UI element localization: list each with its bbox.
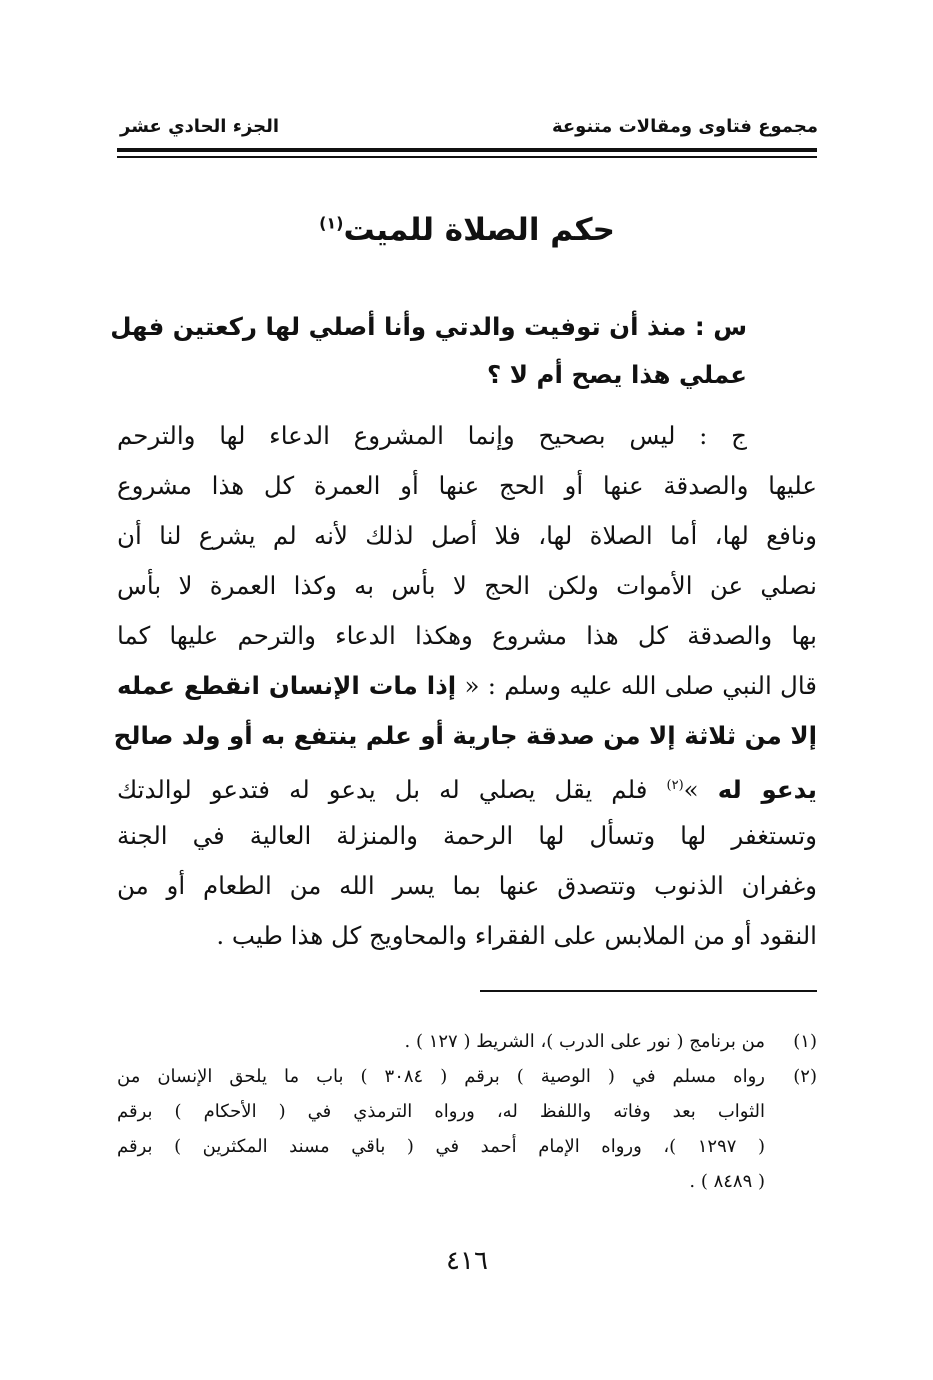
- question-line-1: س : منذ أن توفيت والدتي وأنا أصلي لها ركعتين فهل: [110, 312, 747, 341]
- answer-line-2: عليها والصدقة عنها أو الحج عنها أو العمرة كل هذا مشروع: [117, 471, 817, 500]
- hadith-text-3: يدعو له: [717, 775, 817, 805]
- footnote-2-text-3: ( ١٢٩٧ )، ورواه الإمام أحمد في ( باقي مسند المكثرين ) برقم: [117, 1136, 765, 1157]
- footnote-2-line-2: [117, 1094, 817, 1129]
- header-rule-thick: [117, 148, 817, 152]
- footnote-1: [117, 1024, 817, 1059]
- page-number: ٤١٦: [446, 1246, 488, 1276]
- answer-line-10: وغفران الذنوب وتتصدق عنها بما يسر الله من الطعام أو من: [117, 871, 817, 900]
- answer-line-6: [117, 661, 817, 711]
- answer-line-3: ونافع لها، أما الصلاة لها، فلا أصل لذلك لأنه لم يشرع لنا أن: [117, 521, 817, 550]
- hadith-intro: قال النبي صلى الله عليه وسلم : «: [456, 671, 818, 700]
- header-rule-thin: [117, 156, 817, 158]
- answer-line-4: نصلي عن الأموات ولكن الحج لا بأس به وكذا العمرة لا بأس: [117, 571, 817, 600]
- footnote-2-line-3: [117, 1129, 817, 1164]
- hadith-text-1: إذا مات الإنسان انقطع عمله: [117, 671, 457, 700]
- running-header-book-title: مجموع فتاوى ومقالات متنوعة: [551, 116, 818, 137]
- answer-line-8: [117, 761, 817, 811]
- answer-line-11: النقود أو من الملابس على الفقراء والمحاويج كل هذا طيب .: [216, 921, 817, 950]
- running-header-volume: الجزء الحادي عشر: [120, 116, 280, 137]
- footnote-2-text-2: الثواب بعد وفاته واللفظ له، ورواه الترمذي في ( الأحكام ) برقم: [117, 1101, 765, 1122]
- footnote-1-text: من برنامج ( نور على الدرب )، الشريط ( ١٢٧ ) .: [404, 1031, 765, 1052]
- fatwa-title: [117, 212, 817, 248]
- footnote-ref-2: (٢): [666, 778, 684, 793]
- footnote-separator: [480, 990, 817, 992]
- footnote-2-number: (٢): [793, 1066, 817, 1087]
- hadith-text-2: إلا من ثلاثة إلا من صدقة جارية أو علم ينتفع به أو ولد صالح: [113, 721, 817, 750]
- footnote-ref-1: (١): [319, 213, 344, 233]
- question-line-2: عملي هذا يصح أم لا ؟: [487, 360, 747, 389]
- footnote-2-line-1: [117, 1059, 817, 1094]
- answer-line-1: ج : ليس بصحيح وإنما المشروع الدعاء لها والترحم: [117, 421, 747, 450]
- answer-line-9: وتستغفر لها وتسأل لها الرحمة والمنزلة العالية في الجنة: [117, 821, 817, 850]
- fatwa-title-text: حكم الصلاة للميت: [343, 212, 615, 248]
- answer-line-8-text: فلم يقل يصلي له بل يدعو له فتدعو لوالدتك: [117, 775, 667, 805]
- hadith-close-quote: »: [683, 775, 718, 805]
- footnote-2-text-1: رواه مسلم في ( الوصية ) برقم ( ٣٠٨٤ ) باب ما يلحق الإنسان من: [117, 1066, 765, 1087]
- footnote-2-line-4: [117, 1164, 817, 1199]
- footnote-1-number: (١): [793, 1031, 817, 1052]
- footnote-2-text-4: ( ٨٤٨٩ ) .: [689, 1171, 765, 1192]
- answer-line-5: بها والصدقة كل هذا مشروع وهكذا الدعاء والترحم عليها كما: [117, 621, 817, 650]
